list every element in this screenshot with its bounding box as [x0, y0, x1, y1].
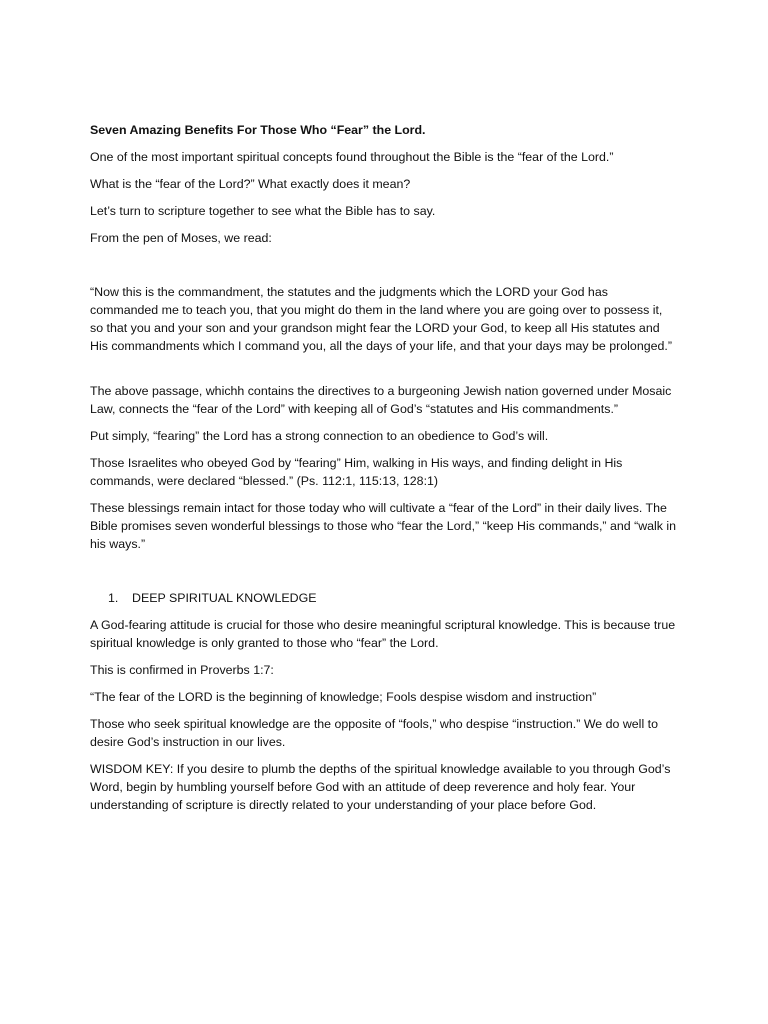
- intro-paragraph-3: Let’s turn to scripture together to see what the Bible has to say.: [90, 204, 436, 218]
- section-paragraph-5: WISDOM KEY: If you desire to plumb the depths of the spiritual knowledge available to you through God’s Word, begin by humbling yourself before God with an attitude of deep reverence and holy fear. Your understanding of scripture is directly related to your understanding of your place before God.: [90, 762, 671, 812]
- intro-paragraph-4: From the pen of Moses, we read:: [90, 231, 272, 245]
- body-paragraph-3: Those Israelites who obeyed God by “fearing” Him, walking in His ways, and finding delight in His commands, were declared “blessed.” (Ps. 112:1, 115:13, 128:1): [90, 456, 623, 488]
- scripture-quote: “Now this is the commandment, the statutes and the judgments which the LORD your God has commanded me to teach you, that you might do them in the land where you are going over to possess it, so that you and your son and your grandson might fear the LORD your God, to keep all His statutes and His commandments which I command you, all the days of your life, and that your days may be prolonged.”: [90, 285, 672, 353]
- spacer: [90, 256, 678, 283]
- section-heading: [90, 589, 678, 607]
- spacer: [90, 355, 678, 382]
- spacer: [90, 562, 678, 589]
- section-paragraph-3: “The fear of the LORD is the beginning of knowledge; Fools despise wisdom and instruction”: [90, 690, 597, 704]
- body-paragraph-1: The above passage, whichh contains the directives to a burgeoning Jewish nation governed under Mosaic Law, connects the “fear of the Lord” with keeping all of God’s “statutes and His commandments.”: [90, 384, 672, 416]
- section-paragraph-1: A God-fearing attitude is crucial for those who desire meaningful scriptural knowledge. This is because true spiritual knowledge is only granted to those who “fear” the Lord.: [90, 618, 676, 650]
- section-paragraph-4: Those who seek spiritual knowledge are the opposite of “fools,” who despise “instruction.” We do well to desire God’s instruction in our lives.: [90, 717, 658, 749]
- intro-paragraph-1: One of the most important spiritual concepts found throughout the Bible is the “fear of the Lord.”: [90, 150, 614, 164]
- body-paragraph-2: Put simply, “fearing” the Lord has a strong connection to an obedience to God’s will.: [90, 429, 549, 443]
- section-paragraph-2: This is confirmed in Proverbs 1:7:: [90, 663, 274, 677]
- document-page: [90, 121, 678, 823]
- section-heading-text: DEEP SPIRITUAL KNOWLEDGE: [132, 591, 317, 605]
- section-number: 1.: [108, 591, 119, 605]
- document-title: Seven Amazing Benefits For Those Who “Fear” the Lord.: [90, 123, 426, 137]
- body-paragraph-4: These blessings remain intact for those today who will cultivate a “fear of the Lord” in their daily lives. The Bible promises seven wonderful blessings to those who “fear the Lord,” “keep His commands,” and “walk in his ways.”: [90, 501, 677, 551]
- intro-paragraph-2: What is the “fear of the Lord?” What exactly does it mean?: [90, 177, 411, 191]
